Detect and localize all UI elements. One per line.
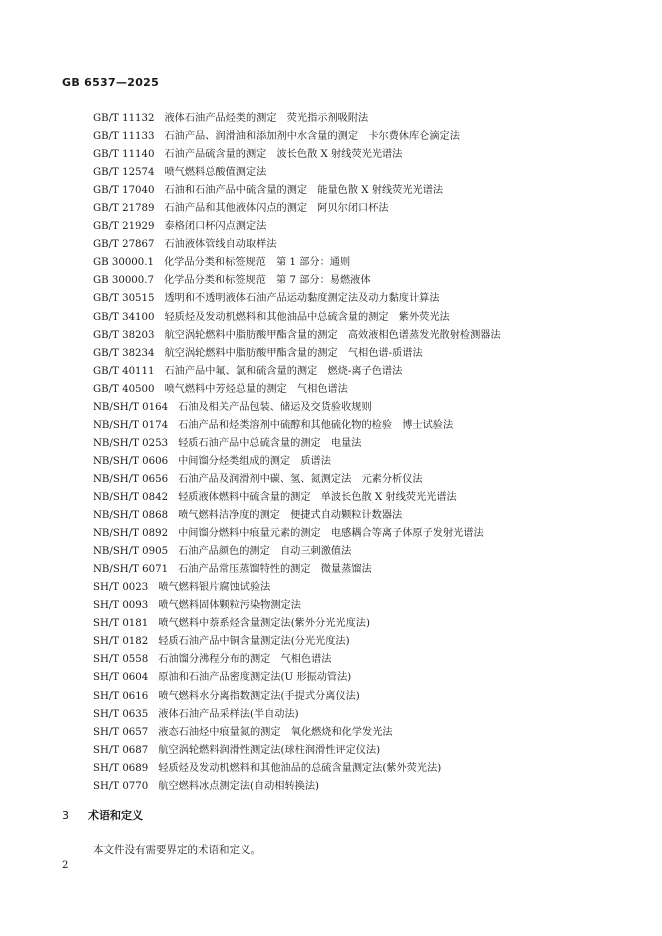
reference-title: 喷气燃料银片腐蚀试验法 — [158, 582, 271, 594]
reference-item — [93, 633, 633, 651]
reference-item — [93, 651, 633, 669]
reference-item — [93, 778, 633, 796]
reference-item — [93, 417, 633, 435]
reference-item — [93, 399, 633, 417]
section-number: 3 — [62, 809, 69, 822]
reference-item — [93, 453, 633, 471]
reference-code: SH/T 0023 — [93, 582, 149, 594]
reference-title: 原油和石油产品密度测定法(U 形振动管法) — [158, 672, 352, 684]
standard-header: GB 6537—2025 — [62, 76, 160, 89]
reference-code: NB/SH/T 0868 — [93, 510, 169, 522]
reference-code: SH/T 0604 — [93, 672, 149, 684]
reference-item — [93, 200, 633, 218]
reference-title: 石油产品和烃类溶剂中硫醇和其他硫化物的检验 博士试验法 — [178, 419, 454, 431]
reference-item — [93, 669, 633, 687]
reference-title: 化学品分类和标签规范 第 7 部分：易燃液体 — [164, 275, 371, 287]
section-body-text: 本文件没有需要界定的术语和定义。 — [93, 844, 261, 856]
reference-title: 轻质液体燃料中硫含量的测定 单波长色散 X 射线荧光光谱法 — [178, 491, 457, 503]
normative-references-list — [93, 110, 633, 796]
reference-title: 轻质烃及发动机燃料和其他油品中总硫含量的测定 紫外荧光法 — [164, 311, 450, 323]
reference-code: NB/SH/T 6071 — [93, 564, 169, 576]
reference-item — [93, 579, 633, 597]
section-heading — [62, 807, 143, 823]
reference-title: 石油产品颜色的测定 自动三刺激值法 — [178, 546, 352, 558]
reference-item — [93, 597, 633, 615]
reference-item — [93, 236, 633, 254]
reference-item — [93, 543, 633, 561]
reference-code: SH/T 0558 — [93, 654, 149, 666]
reference-title: 石油及相关产品包装、储运及交货验收规则 — [178, 401, 372, 413]
reference-item — [93, 615, 633, 633]
reference-code: SH/T 0181 — [93, 618, 149, 630]
reference-code: SH/T 0687 — [93, 744, 149, 756]
reference-item — [93, 218, 633, 236]
reference-code: SH/T 0689 — [93, 762, 149, 774]
reference-code: GB/T 11132 — [93, 113, 155, 124]
reference-title: 液体石油产品采样法(半自动法) — [158, 708, 299, 720]
reference-title: 石油产品常压蒸馏特性的测定 微量蒸馏法 — [178, 564, 372, 576]
reference-code: GB/T 27867 — [93, 239, 155, 251]
reference-item — [93, 489, 633, 507]
reference-item — [93, 363, 633, 381]
reference-code: GB/T 38203 — [93, 329, 155, 341]
reference-item — [93, 345, 633, 363]
reference-title: 中间馏分燃料中痕量元素的测定 电感耦合等离子体原子发射光谱法 — [178, 528, 484, 540]
reference-item — [93, 381, 633, 399]
reference-item — [93, 706, 633, 724]
reference-code: NB/SH/T 0606 — [93, 455, 169, 467]
reference-item — [93, 525, 633, 543]
reference-item — [93, 290, 633, 308]
reference-code: NB/SH/T 0174 — [93, 419, 169, 431]
reference-title: 航空涡轮燃料润滑性测定法(球柱润滑性评定仪法) — [158, 744, 381, 756]
reference-title: 液体石油产品烃类的测定 荧光指示剂吸附法 — [164, 113, 369, 124]
reference-code: NB/SH/T 0164 — [93, 401, 169, 413]
reference-title: 中间馏分烃类组成的测定 质谱法 — [178, 455, 331, 467]
reference-code: GB/T 21789 — [93, 203, 155, 215]
reference-item — [93, 164, 633, 182]
reference-item — [93, 146, 633, 164]
reference-code: GB/T 38234 — [93, 347, 155, 359]
reference-title: 轻质石油产品中铜含量测定法(分光光度法) — [158, 636, 350, 648]
page-number: 2 — [62, 860, 69, 871]
reference-title: 石油液体管线自动取样法 — [164, 239, 277, 251]
reference-title: 轻质石油产品中总硫含量的测定 电量法 — [178, 437, 362, 449]
reference-title: 航空燃料冰点测定法(自动相转换法) — [158, 780, 320, 792]
reference-code: GB 30000.1 — [93, 257, 154, 269]
reference-code: SH/T 0616 — [93, 690, 149, 702]
reference-code: GB/T 21929 — [93, 221, 155, 233]
reference-item — [93, 309, 633, 327]
reference-title: 化学品分类和标签规范 第 1 部分：通则 — [164, 257, 351, 269]
reference-item — [93, 128, 633, 146]
reference-item — [93, 272, 633, 290]
reference-item — [93, 327, 633, 345]
reference-code: NB/SH/T 0905 — [93, 546, 169, 558]
reference-code: GB/T 30515 — [93, 293, 155, 305]
reference-code: GB/T 40111 — [93, 365, 155, 377]
reference-code: GB/T 12574 — [93, 167, 155, 179]
reference-code: SH/T 0635 — [93, 708, 149, 720]
reference-code: GB/T 17040 — [93, 185, 155, 197]
reference-item — [93, 724, 633, 742]
reference-item — [93, 435, 633, 453]
reference-item — [93, 688, 633, 706]
reference-title: 喷气燃料水分离指数测定法(手提式分离仪法) — [158, 690, 360, 702]
reference-title: 喷气燃料总酸值测定法 — [164, 167, 267, 179]
reference-title: 石油产品硫含量的测定 波长色散 X 射线荧光光谱法 — [164, 149, 403, 161]
reference-item — [93, 507, 633, 525]
reference-title: 液态石油烃中痕量氮的测定 氧化燃烧和化学发光法 — [158, 726, 393, 738]
reference-code: GB/T 11133 — [93, 131, 155, 143]
reference-title: 喷气燃料中萘系烃含量测定法(紫外分光光度法) — [158, 618, 370, 630]
reference-item — [93, 110, 633, 128]
reference-item — [93, 561, 633, 579]
reference-code: SH/T 0182 — [93, 636, 149, 648]
reference-code: NB/SH/T 0253 — [93, 437, 169, 449]
reference-code: GB 30000.7 — [93, 275, 154, 287]
reference-code: SH/T 0770 — [93, 780, 149, 792]
reference-title: 航空涡轮燃料中脂肪酸甲酯含量的测定 气相色谱-质谱法 — [164, 347, 423, 359]
reference-item — [93, 254, 633, 272]
reference-code: SH/T 0657 — [93, 726, 149, 738]
reference-title: 石油产品及润滑剂中碳、氢、氮测定法 元素分析仪法 — [178, 473, 423, 485]
reference-code: GB/T 34100 — [93, 311, 155, 323]
reference-code: NB/SH/T 0656 — [93, 473, 169, 485]
reference-title: 石油馏分沸程分布的测定 气相色谱法 — [158, 654, 332, 666]
reference-title: 石油产品、润滑油和添加剂中水含量的测定 卡尔费休库仑滴定法 — [164, 131, 460, 143]
reference-code: GB/T 40500 — [93, 383, 155, 395]
reference-title: 石油产品中氟、氯和硫含量的测定 燃烧-离子色谱法 — [164, 365, 403, 377]
reference-title: 喷气燃料洁净度的测定 便捷式自动颗粒计数器法 — [178, 510, 403, 522]
reference-title: 轻质烃及发动机燃料和其他油品的总硫含量测定法(紫外荧光法) — [158, 762, 442, 774]
reference-title: 透明和不透明液体石油产品运动黏度测定法及动力黏度计算法 — [164, 293, 440, 305]
reference-item — [93, 182, 633, 200]
reference-title: 航空涡轮燃料中脂肪酸甲酯含量的测定 高效液相色谱蒸发光散射检测器法 — [164, 329, 501, 341]
reference-title: 石油产品和其他液体闪点的测定 阿贝尔闭口杯法 — [164, 203, 389, 215]
reference-code: GB/T 11140 — [93, 149, 155, 161]
reference-title: 喷气燃料中芳烃总量的测定 气相色谱法 — [164, 383, 348, 395]
reference-title: 泰格闭口杯闪点测定法 — [164, 221, 267, 233]
reference-item — [93, 471, 633, 489]
section-title: 术语和定义 — [88, 809, 143, 822]
reference-item — [93, 742, 633, 760]
reference-code: NB/SH/T 0892 — [93, 528, 169, 540]
reference-item — [93, 760, 633, 778]
reference-title: 石油和石油产品中硫含量的测定 能量色散 X 射线荧光光谱法 — [164, 185, 444, 197]
reference-code: SH/T 0093 — [93, 600, 149, 612]
reference-code: NB/SH/T 0842 — [93, 491, 169, 503]
reference-title: 喷气燃料固体颗粒污染物测定法 — [158, 600, 301, 612]
